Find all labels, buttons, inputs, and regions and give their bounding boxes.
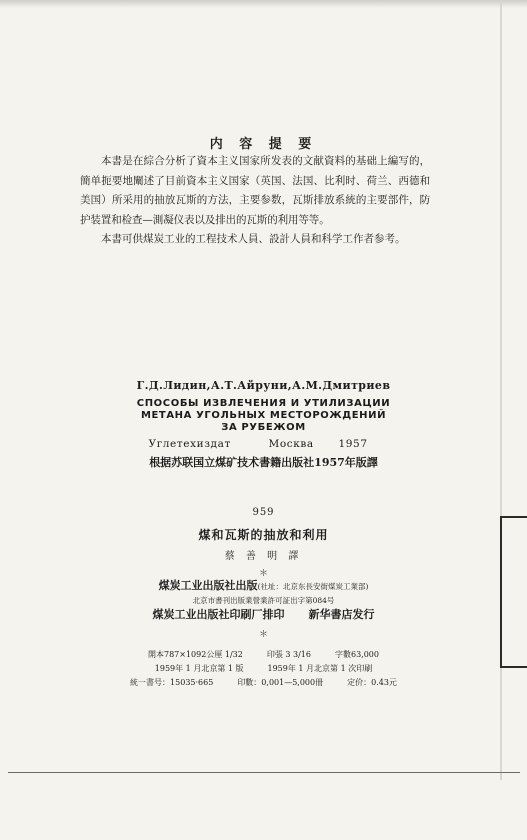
printed-sheets: 印張 3 3/16 [266,650,311,659]
russian-city: Москва [268,438,314,450]
print-run: 印數：0,001—5,000冊 [237,678,324,687]
russian-year: 1957 [338,438,368,450]
printing-info: 1959年 1 月北京第 1 次印刷 [267,664,373,673]
edition-info: 1959年 1 月北京第 1 版 [154,664,244,673]
print-specs [0,648,527,690]
russian-title [0,398,527,434]
original-edition-block [0,379,527,470]
unified-book-number: 統一書号：15035·665 [130,678,214,687]
summary-paragraph-1: 本書是在綜合分析了資本主义国家所发表的文献資料的基础上編写的，簡单扼要地闡述了目前資本主义国家（英国、法国、比利时、荷兰、西德和美国）所采用的抽放瓦斯的方法，主要参数，瓦斯排放系統的主要部件，防护装置和检查—測凝仪表以及排出的瓦斯的利用等等。 [80,155,430,226]
page-edge-shadow [0,0,527,8]
publisher-address: (社址：北京东長安街煤炭工業部) [257,582,369,591]
russian-title-line-1: СПОСОБЫ ИЗВЛЕЧЕНИЯ И УТИЛИЗАЦИИ [136,398,391,409]
book-number: 959 [252,507,275,518]
translation-source-note: 根据苏联国立煤矿技术書籍出版社1957年版譯 [149,456,378,469]
summary-body [80,152,430,250]
publisher: 煤炭工业出版社出版 [158,579,258,592]
price: 定价：0.43元 [347,678,397,687]
book-format: 開本787×1092公厘 1/32 [148,650,243,659]
colophon-block [0,507,527,690]
russian-imprint [0,438,527,450]
distributor: 新华書店发行 [308,608,375,621]
russian-title-line-3: ЗА РУБЕЖОМ [221,422,306,433]
publishing-permit: 北京市書刊出版業營業許可証出字第084号 [192,596,335,605]
translator: 蔡 善 明 譯 [224,551,303,562]
printer: 煤炭工业出版社印刷厂排印 [152,608,285,621]
book-title: 煤和瓦斯的抽放和利用 [198,528,329,542]
word-count: 字數63,000 [334,650,379,659]
russian-publisher: Углетехиздат [148,438,231,450]
russian-authors: Г.Д.Лидин,А.Т.Айруни,А.М.Дмитриев [136,379,391,392]
summary-heading: 内 容 提 要 [209,137,318,152]
separator-star-2: ＊ [258,630,268,640]
summary-paragraph-2: 本書可供煤炭工业的工程技术人員、設計人員和科学工作者参考。 [101,233,406,245]
publisher-info [0,579,527,623]
separator-star: ＊ [258,569,268,579]
russian-title-line-2: МЕТАНА УГОЛЬНЫХ МЕСТОРОЖДЕНИЙ [140,410,387,421]
bottom-rule [8,772,520,773]
